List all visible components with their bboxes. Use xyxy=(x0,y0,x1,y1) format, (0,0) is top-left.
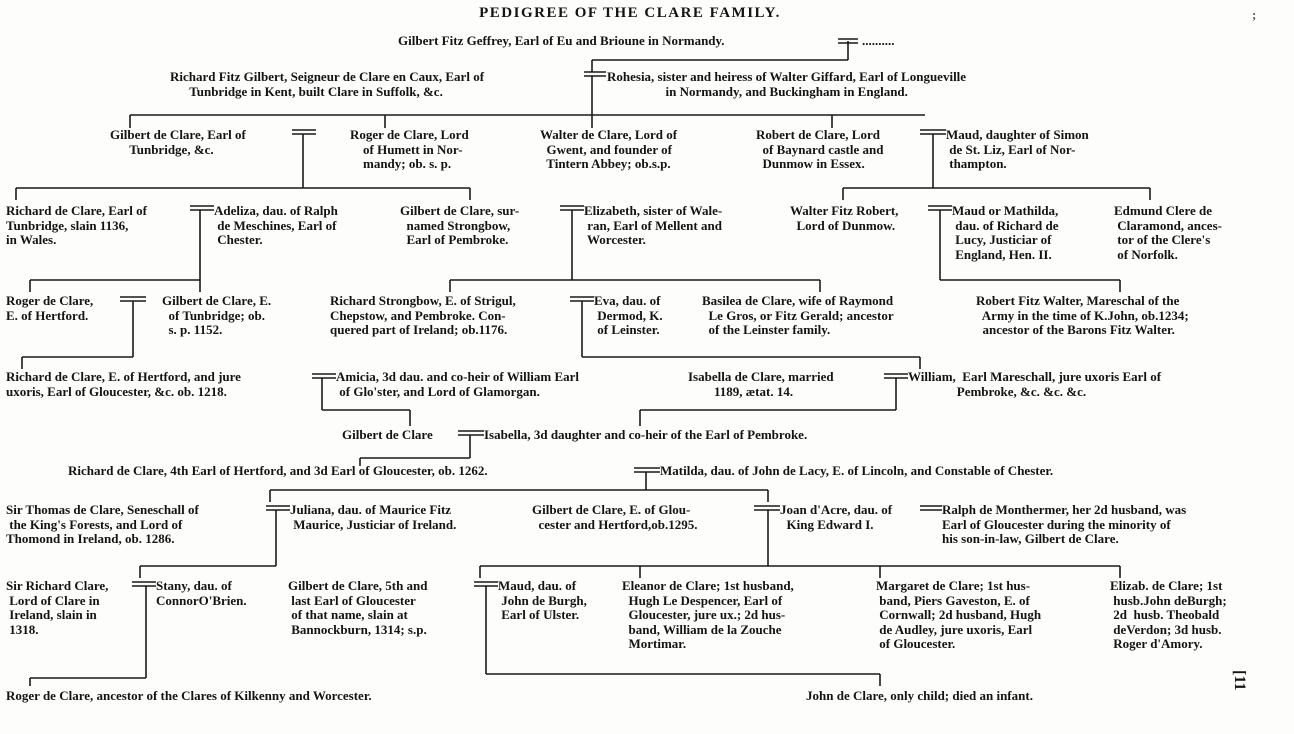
entry-rohesia: Rohesia, sister and heiress of Walter Giffard, Earl of Longueville in Normandy, and Buckingham in England. xyxy=(607,69,967,99)
entry-richard-1262: Richard de Clare, 4th Earl of Hertford, and 3d Earl of Gloucester, ob. 1262. xyxy=(68,463,488,478)
entry-roger-kilkenny: Roger de Clare, ancestor of the Clares of Kilkenny and Worcester. xyxy=(6,688,372,703)
entry-gilbert-de-clare: Gilbert de Clare xyxy=(342,427,433,442)
entry-john-infant: John de Clare, only child; died an infant. xyxy=(806,688,1033,703)
entry-edmund-clere: Edmund Clere de Claramond, ances- tor of the Clere's of Norfolk. xyxy=(1114,203,1222,262)
entry-maud-simon: Maud, daughter of Simon de St. Liz, Earl of Nor- thampton. xyxy=(946,127,1089,171)
entry-elizab: Elizab. de Clare; 1st husb.John deBurgh; 2d husb. Theobald deVerdon; 3d husb. Roger d'Amory. xyxy=(1110,578,1227,651)
entry-richard-1136: Richard de Clare, Earl of Tunbridge, slain 1136, in Wales. xyxy=(6,203,147,247)
entry-roger-hertford: Roger de Clare, E. of Hertford. xyxy=(6,293,94,323)
entry-maud-burgh: Maud, dau. of John de Burgh, Earl of Ulster. xyxy=(498,578,587,622)
entry-isabella-pembroke: Isabella, 3d daughter and co-heir of the Earl of Pembroke. xyxy=(484,427,808,442)
entry-margaret: Margaret de Clare; 1st hus- band, Piers Gaveston, E. of Cornwall; 2d husband, Hugh de Audley, jure uxoris, Earl of Gloucester. xyxy=(876,578,1042,651)
entry-gilbert-earl-tunbridge: Gilbert de Clare, Earl of Tunbridge, &c. xyxy=(110,127,246,157)
entry-gilbert-fitz-geffrey: Gilbert Fitz Geffrey, Earl of Eu and Brioune in Normandy. xyxy=(398,33,725,48)
entry-matilda-lacy: Matilda, dau. of John de Lacy, E. of Lincoln, and Constable of Chester. xyxy=(660,463,1054,478)
entry-sir-thomas: Sir Thomas de Clare, Seneschall of the King's Forests, and Lord of Thomond in Ireland, ob. 1286. xyxy=(6,502,199,546)
entry-walter-gwent: Walter de Clare, Lord of Gwent, and founder of Tintern Abbey; ob.s.p. xyxy=(540,127,678,171)
entry-ralph-monthermer: Ralph de Monthermer, her 2d husband, was Earl of Gloucester during the minority of his son-in-law, Gilbert de Clare. xyxy=(942,502,1187,546)
entry-adeliza: Adeliza, dau. of Ralph de Meschines, Earl of Chester. xyxy=(214,203,338,247)
entry-amicia: Amicia, 3d dau. and co-heir of William Earl of Glo'ster, and Lord of Glamorgan. xyxy=(336,369,580,399)
entry-joan-acre: Joan d'Acre, dau. of King Edward I. xyxy=(780,502,893,532)
entry-stany: Stany, dau. of ConnorO'Brien. xyxy=(156,578,247,608)
entry-eleanor: Eleanor de Clare; 1st husband, Hugh Le Despencer, Earl of Gloucester, jure ux.; 2d hus- band, William de la Zouche Mortimar. xyxy=(622,578,794,651)
entry-juliana: Juliana, dau. of Maurice Fitz Maurice, Justiciar of Ireland. xyxy=(290,502,457,532)
entry-eva: Eva, dau. of Dermod, K. of Leinster. xyxy=(594,293,663,337)
page-number: [11 xyxy=(1231,670,1248,691)
entry-gilbert-5th: Gilbert de Clare, 5th and last Earl of Gloucester of that name, slain at Bannockburn, 1314; s.p. xyxy=(288,578,428,637)
entry-gilbert-dots: .......... xyxy=(862,33,895,48)
entry-isabella-married: Isabella de Clare, married 1189, ætat. 14. xyxy=(688,369,834,399)
entry-elizabeth-waleran: Elizabeth, sister of Wale- ran, Earl of Mellent and Worcester. xyxy=(584,203,723,247)
entry-roger-hummett: Roger de Clare, Lord of Humett in Nor- mandy; ob. s. p. xyxy=(350,127,469,171)
entry-robert-fitz-walter: Robert Fitz Walter, Mareschal of the Army in the time of K.John, ob.1234; ancestor of the Barons Fitz Walter. xyxy=(976,293,1189,337)
entry-richard-1218: Richard de Clare, E. of Hertford, and jure uxoris, Earl of Gloucester, &c. ob. 1218. xyxy=(6,369,241,399)
entry-walter-fitz-robert: Walter Fitz Robert, Lord of Dunmow. xyxy=(790,203,899,233)
entry-gilbert-tunbridge-1152: Gilbert de Clare, E. of Tunbridge; ob. s. p. 1152. xyxy=(162,293,272,337)
entry-gilbert-strongbow: Gilbert de Clare, sur- named Strongbow, Earl of Pembroke. xyxy=(400,203,520,247)
entry-robert-baynard: Robert de Clare, Lord of Baynard castle and Dunmow in Essex. xyxy=(756,127,884,171)
entry-richard-fitz-gilbert: Richard Fitz Gilbert, Seigneur de Clare en Caux, Earl of Tunbridge in Kent, built Clare in Suffolk, &c. xyxy=(170,69,485,99)
corner-mark: ; xyxy=(1252,7,1257,22)
entry-maud-mathilda: Maud or Mathilda, dau. of Richard de Lucy, Justiciar of England, Hen. II. xyxy=(952,203,1059,262)
page-title: PEDIGREE OF THE CLARE FAMILY. xyxy=(479,5,781,21)
entry-william-mareschall: William, Earl Mareschall, jure uxoris Earl of Pembroke, &c. &c. &c. xyxy=(908,369,1162,399)
entry-basilea: Basilea de Clare, wife of Raymond Le Gros, or Fitz Gerald; ancestor of the Leinster family. xyxy=(702,293,894,337)
entry-richard-strongbow: Richard Strongbow, E. of Strigul, Chepstow, and Pembroke. Con- quered part of Ireland; ob.1176. xyxy=(330,293,516,337)
entry-gilbert-1295: Gilbert de Clare, E. of Glou- cester and Hertford,ob.1295. xyxy=(532,502,698,532)
entry-sir-richard-1318: Sir Richard Clare, Lord of Clare in Ireland, slain in 1318. xyxy=(6,578,109,637)
